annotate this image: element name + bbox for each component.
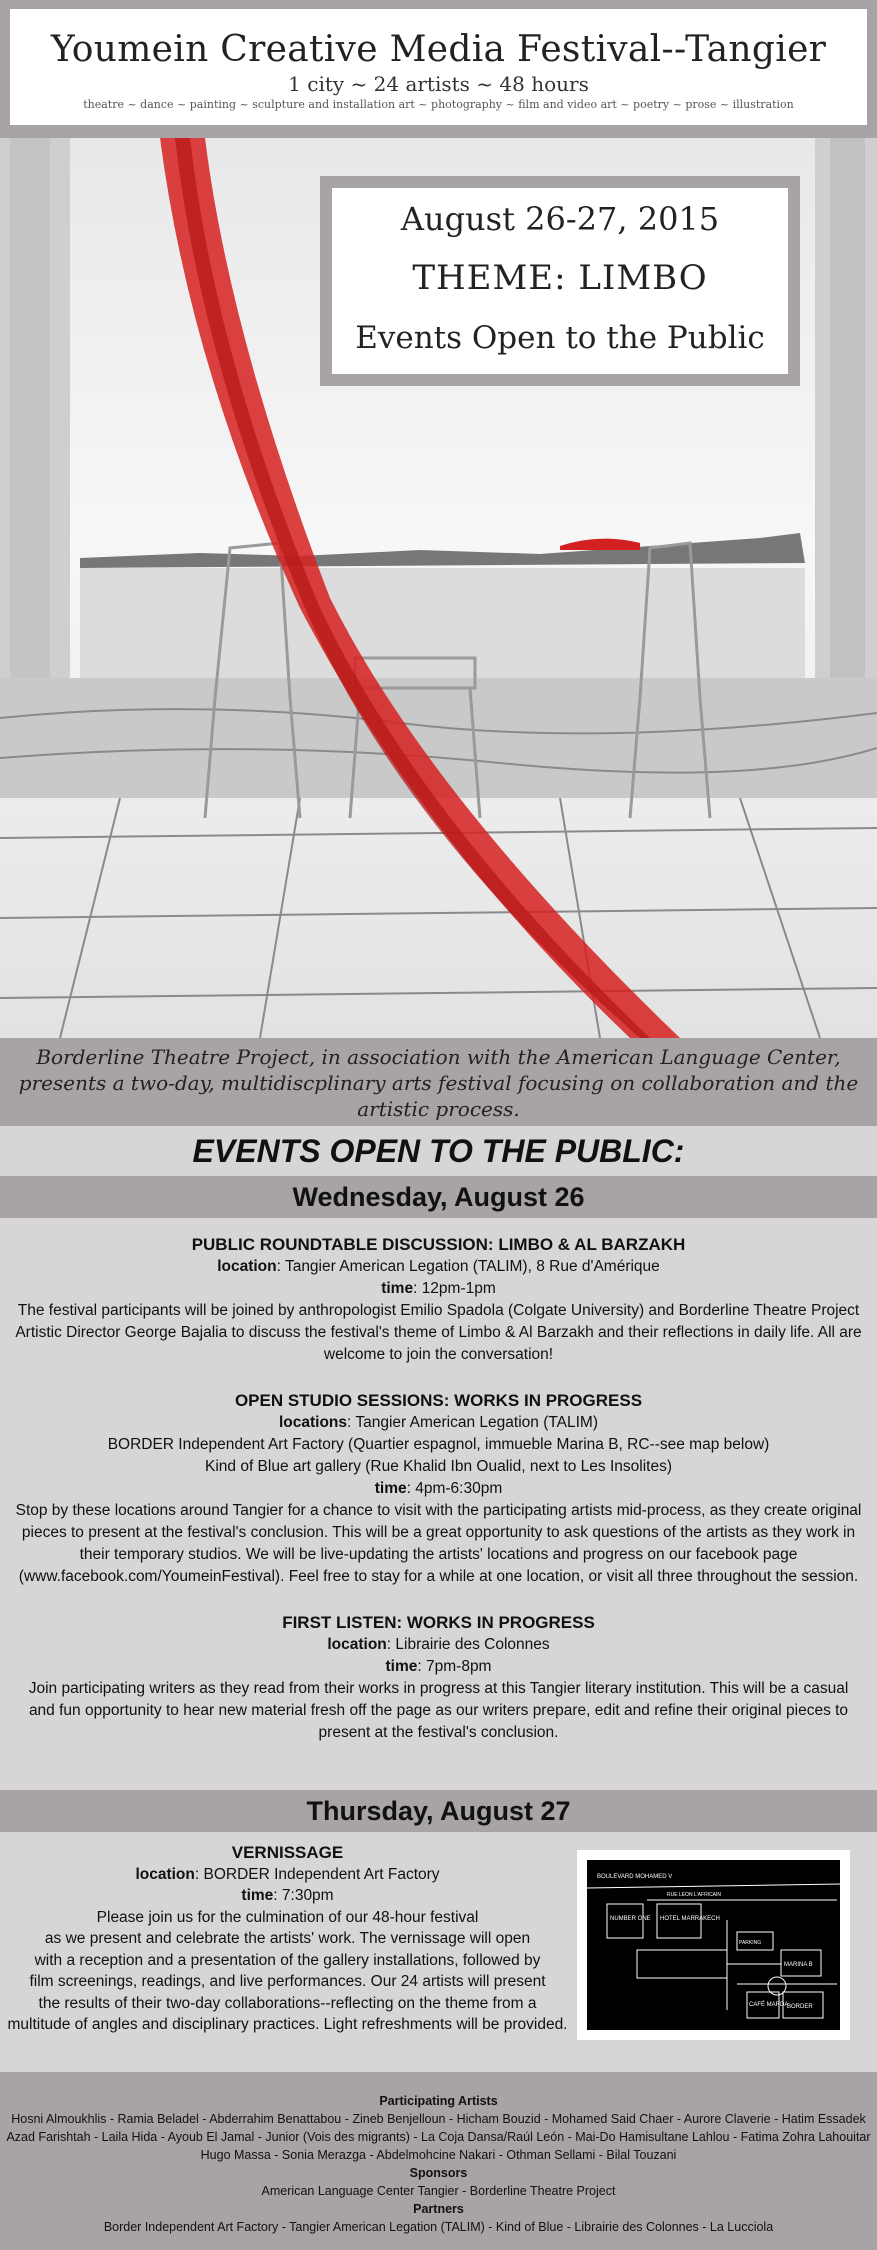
festival-dates: August 26-27, 2015 — [400, 200, 720, 238]
festival-title: Youmein Creative Media Festival--Tangier — [50, 29, 827, 70]
vernissage-line-5: the results of their two-day collaborations--reflecting on the theme from a — [38, 1994, 537, 2012]
thursday-events — [0, 1832, 877, 2072]
studio-time: time: 4pm-6:30pm — [374, 1480, 503, 1497]
vernissage-line-1: Please join us for the culmination of our 48-hour festival — [96, 1908, 479, 1926]
artists-line-2: Azad Farishtah - Laila Hida - Ayoub El Jamal - Junior (Vois des migrants) - La Coja Dansa/Raúl León - Mai-Do Hamisultane Lahlou - Fatima Zohra Lahouitar — [6, 2130, 871, 2144]
vernissage-line-2: as we present and celebrate the artists' work. The vernissage will open — [44, 1930, 531, 1947]
map-parking: PARKING — [739, 1940, 762, 1946]
studio-location-border: BORDER Independent Art Factory (Quartier espagnol, immueble Marina B, RC--see map below) — [107, 1436, 770, 1453]
map-marina-b: MARINA B — [784, 1962, 813, 1968]
vernissage-title: VERNISSAGE — [231, 1843, 344, 1862]
map-number-one: NUMBER ONE — [610, 1916, 651, 1922]
events-heading: EVENTS OPEN TO THE PUBLIC: — [0, 1126, 877, 1176]
disciplines-list: theatre ~ dance ~ painting ~ sculpture and installation art ~ photography ~ film and video art ~ poetry ~ prose ~ illustration — [83, 98, 794, 111]
sponsors-heading: Sponsors — [409, 2166, 468, 2180]
vernissage-time: time: 7:30pm — [241, 1887, 334, 1904]
listen-title: FIRST LISTEN: WORKS IN PROGRESS — [282, 1613, 595, 1632]
map-road-label: BOULEVARD MOHAMED V — [597, 1874, 673, 1880]
vernissage-line-4: film screenings, readings, and live performances. Our 24 artists will present — [29, 1973, 546, 1990]
festival-tagline: 1 city ~ 24 artists ~ 48 hours — [288, 72, 589, 96]
artists-line-1: Hosni Almoukhlis - Ramia Beladel - Abderrahim Benattabou - Zineb Benjelloun - Hicham Bouzid - Mohamed Said Chaer - Aurore Claverie - Hatim Essadek — [11, 2112, 866, 2126]
roundtable-time: time: 12pm-1pm — [381, 1280, 496, 1297]
studio-location-kind-of-blue: Kind of Blue art gallery (Rue Khalid Ibn Oualid, next to Les Insolites) — [205, 1458, 672, 1475]
intro-text: Borderline Theatre Project, in association with the American Language Center, presents a two-day, multidiscplinary arts festival focusing on collaboration and the artistic process. — [0, 1038, 877, 1126]
artists-heading: Participating Artists — [379, 2094, 498, 2108]
listen-time: time: 7pm-8pm — [385, 1658, 492, 1675]
header-banner — [10, 9, 867, 125]
listen-location: location: Librairie des Colonnes — [327, 1636, 550, 1653]
festival-theme: THEME: LIMBO — [412, 258, 708, 298]
credits-footer — [0, 2072, 877, 2250]
events-open-note: Events Open to the Public — [355, 320, 765, 356]
listen-description: Join participating writers as they read from their works in progress at this Tangier literary institution. This will be a casual and fun opportunity to hear new material fresh off the page as our writers prepare, edit and refine their original pieces to present at the festival's conclusion. — [28, 1680, 849, 1741]
vernissage-location: location: BORDER Independent Art Factory — [135, 1865, 440, 1883]
artists-line-3: Hugo Massa - Sonia Merazga - Abdelmohcine Nakari - Othman Sellami - Bilal Touzani — [200, 2148, 677, 2162]
roundtable-location: location: Tangier American Legation (TALIM), 8 Rue d'Amérique — [217, 1258, 660, 1275]
partners-heading: Partners — [413, 2202, 464, 2216]
vernissage-line-3: with a reception and a presentation of the gallery installations, followed by — [34, 1951, 541, 1969]
thursday-band: Thursday, August 27 — [0, 1790, 877, 1832]
wednesday-events — [0, 1218, 877, 1790]
map-cafe: CAFÉ MARDA — [749, 2002, 789, 2008]
map-border: BORDER — [787, 2004, 813, 2010]
map-hotel: HOTEL MARRAKECH — [660, 1916, 720, 1922]
vernissage-line-6: multitude of angles and disciplinary practices. Light refreshments will be provided. — [7, 2016, 568, 2033]
map-road2-label: RUE LEON L'AFRICAIN — [667, 1892, 722, 1898]
studio-description: Stop by these locations around Tangier for a chance to visit with the participating artists mid-process, as they create original pieces to present at the festival's conclusion. This will be a great opportunity to ask questions of the artists as they work in their temporary studios. We will be live-updating the artists' locations and progress on our facebook page (www.facebook.com/YoumeinFestival). Feel free to stay for a while at one location, or visit all three throughout the session. — [15, 1502, 862, 1585]
date-theme-box — [320, 176, 800, 386]
partners-list: Border Independent Art Factory - Tangier American Legation (TALIM) - Kind of Blue - Librairie des Colonnes - La Lucciola — [103, 2220, 774, 2234]
map-drawing — [587, 1860, 840, 2030]
sponsors-list: American Language Center Tangier - Borderline Theatre Project — [261, 2184, 616, 2198]
roundtable-description: The festival participants will be joined by anthropologist Emilio Spadola (Colgate University) and Borderline Theatre Project Artistic Director George Bajalia to discuss the festival's theme of Limbo & Al Barzakh and their reflections in daily life. All are welcome to join the conversation! — [15, 1302, 862, 1363]
wednesday-band: Wednesday, August 26 — [0, 1176, 877, 1218]
studio-title: OPEN STUDIO SESSIONS: WORKS IN PROGRESS — [234, 1391, 643, 1410]
roundtable-title: PUBLIC ROUNDTABLE DISCUSSION: LIMBO & AL BARZAKH — [191, 1235, 686, 1254]
venue-map — [577, 1850, 850, 2040]
studio-locations: locations: Tangier American Legation (TALIM) — [278, 1414, 599, 1431]
